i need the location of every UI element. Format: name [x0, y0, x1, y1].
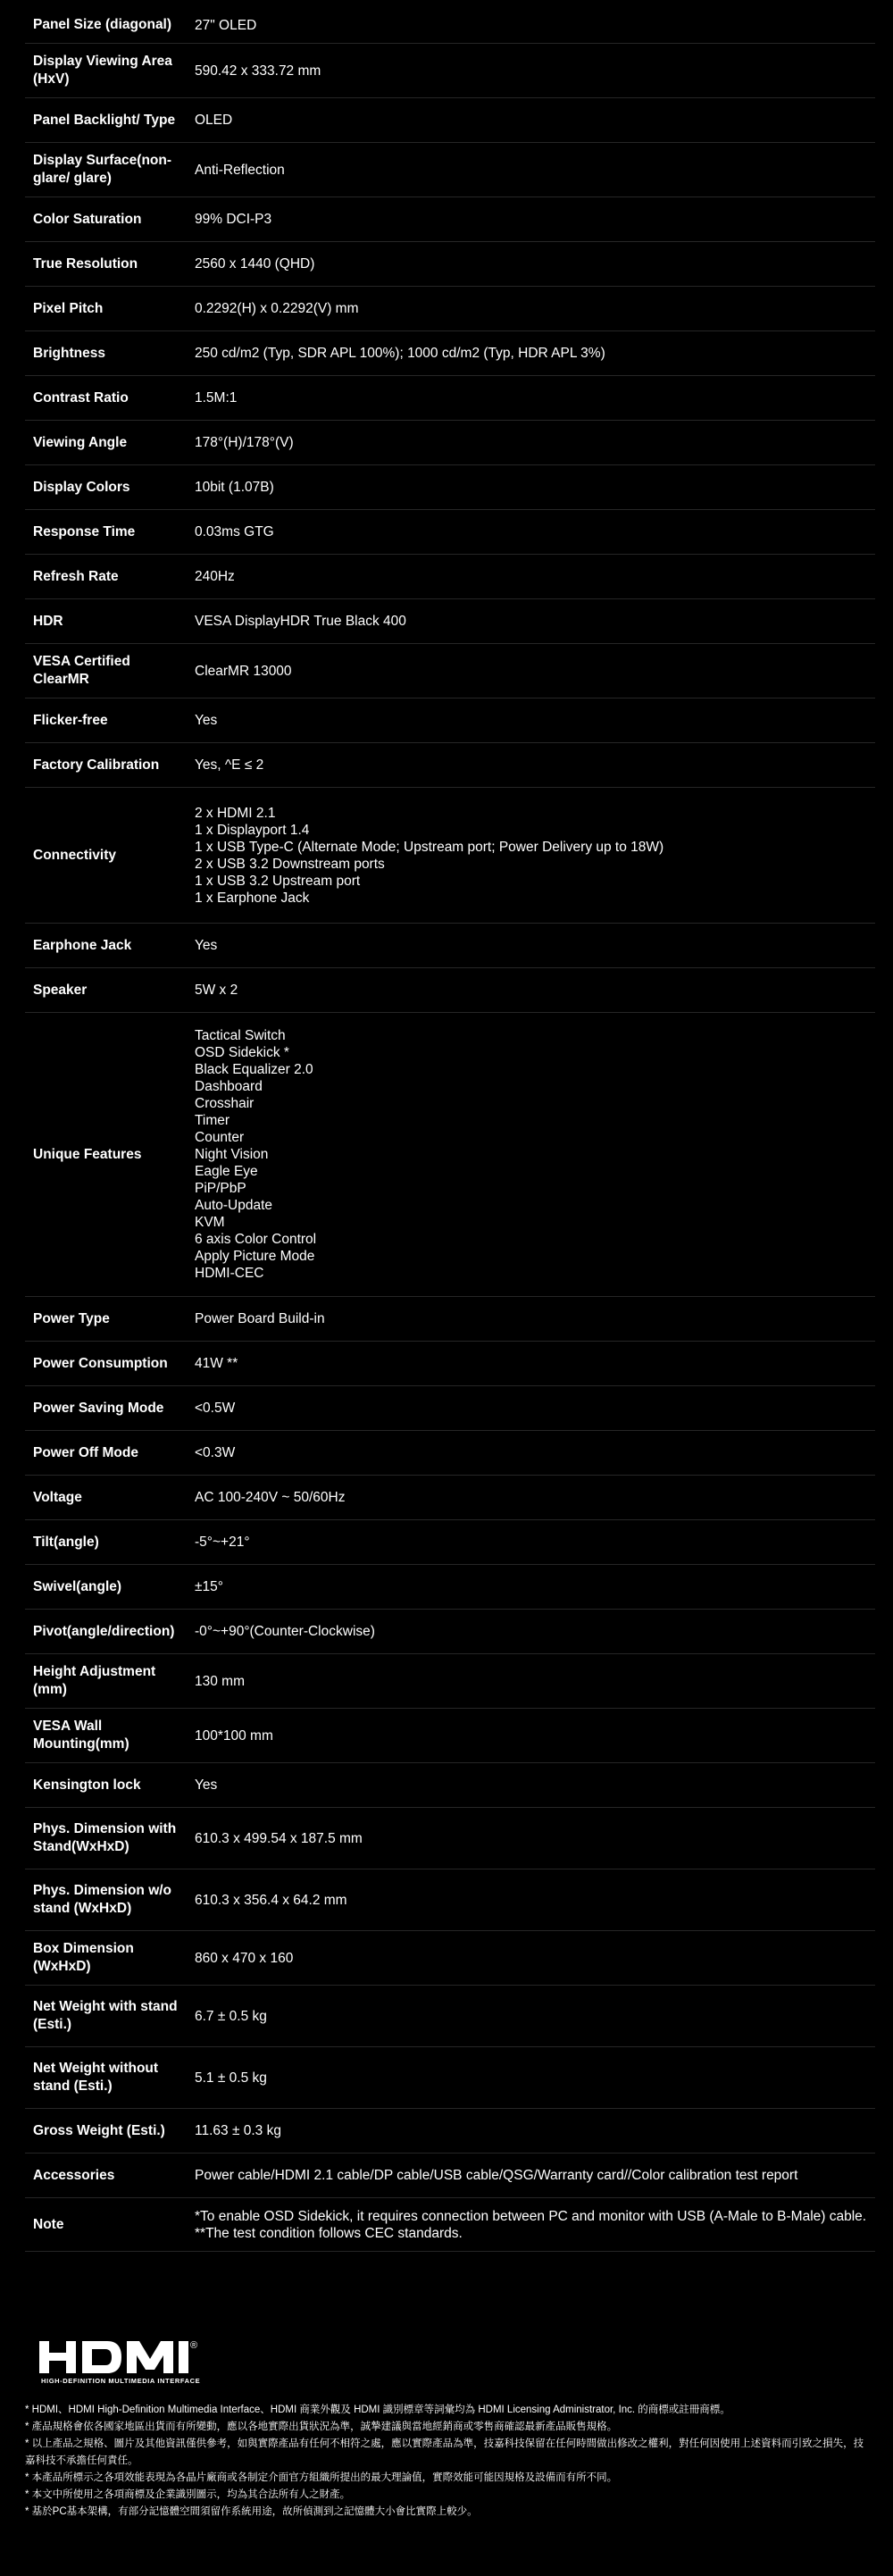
spec-value — [195, 2070, 875, 2087]
footnotes — [25, 2402, 873, 2521]
spec-value — [195, 389, 875, 406]
spec-row — [25, 44, 875, 98]
spec-value-line: 2560 x 1440 (QHD) — [195, 256, 315, 272]
spec-value-line: -5°~+21° — [195, 1535, 250, 1550]
spec-row — [25, 788, 875, 924]
spec-row — [25, 1610, 875, 1654]
spec-row — [25, 644, 875, 698]
spec-label: Gross Weight (Esti.) — [33, 2122, 165, 2138]
spec-row — [25, 1931, 875, 1986]
spec-value-line: VESA DisplayHDR True Black 400 — [195, 614, 406, 629]
spec-value — [195, 1534, 875, 1551]
spec-value — [195, 1400, 875, 1417]
spec-row — [25, 1986, 875, 2047]
spec-row — [25, 698, 875, 743]
spec-value-line: 10bit (1.07B) — [195, 480, 274, 495]
spec-value-line: Auto-Update — [195, 1198, 273, 1213]
spec-value-line: Dashboard — [195, 1079, 263, 1094]
spec-value-line: 610.3 x 499.54 x 187.5 mm — [195, 1830, 363, 1846]
spec-value-line: 1 x Earphone Jack — [195, 890, 310, 906]
spec-value-line: Eagle Eye — [195, 1164, 258, 1179]
spec-value-line: KVM — [195, 1215, 225, 1230]
spec-value-line: ClearMR 13000 — [195, 663, 292, 679]
spec-label: Swivel(angle) — [33, 1578, 122, 1594]
spec-value-line: HDMI-CEC — [195, 1266, 264, 1281]
spec-value-line: 5W x 2 — [195, 983, 238, 998]
spec-label: Factory Calibration — [33, 757, 160, 773]
spec-value — [195, 1623, 875, 1640]
spec-value-line: 590.42 x 333.72 mm — [195, 63, 321, 79]
hdmi-logo-icon — [38, 2336, 225, 2377]
spec-value-line: 1 x USB 3.2 Upstream port — [195, 873, 361, 889]
spec-row — [25, 1386, 875, 1431]
spec-value-line: Timer — [195, 1113, 230, 1128]
spec-value-line: Yes — [195, 1777, 218, 1793]
spec-row — [25, 421, 875, 465]
spec-row — [25, 7, 875, 44]
spec-value-line: 100*100 mm — [195, 1727, 273, 1744]
spec-value — [195, 1727, 875, 1744]
spec-value-line: 250 cd/m2 (Typ, SDR APL 100%); 1000 cd/m2 (Typ, HDR APL 3%) — [195, 346, 605, 361]
spec-value-line: Crosshair — [195, 1096, 255, 1111]
hdmi-logo — [38, 2336, 225, 2389]
spec-row — [25, 1431, 875, 1476]
spec-row — [25, 197, 875, 242]
spec-value — [195, 805, 875, 907]
spec-row — [25, 968, 875, 1013]
spec-label: Net Weight without stand (Esti.) — [33, 2061, 159, 2094]
spec-label: Tilt(angle) — [33, 1534, 99, 1550]
spec-value — [195, 211, 875, 228]
spec-value-line: 1 x USB Type-C (Alternate Mode; Upstream port; Power Delivery up to 18W) — [195, 839, 664, 855]
spec-table — [25, 7, 875, 2252]
spec-value-line: 2 x USB 3.2 Downstream ports — [195, 856, 385, 872]
spec-label: Voltage — [33, 1489, 82, 1505]
spec-value — [195, 1830, 875, 1847]
footnote: * 產品規格會依各國家地區出貨而有所變動，應以各地實際出貨狀況為準，誠摯建議與當地經銷商或零售商確認最新產品販售規格。 — [25, 2421, 618, 2432]
spec-value-line: 0.03ms GTG — [195, 524, 274, 539]
spec-value-line: 178°(H)/178°(V) — [195, 435, 294, 450]
spec-label: Viewing Angle — [33, 434, 128, 450]
footnote: * 本產品所標示之各項效能表現為各晶片廠商或各制定介面官方組織所提出的最大理論值，實際效能可能因規格及設備而有所不同。 — [25, 2472, 618, 2483]
spec-value-line: Yes, ^E ≤ 2 — [195, 757, 264, 773]
spec-value-line: 11.63 ± 0.3 kg — [195, 2123, 281, 2138]
spec-row — [25, 376, 875, 421]
spec-row — [25, 510, 875, 555]
spec-value-line: OSD Sidekick * — [195, 1045, 289, 1060]
spec-label: Brightness — [33, 345, 105, 361]
spec-value — [195, 1310, 875, 1327]
spec-value-line: 1.5M:1 — [195, 390, 238, 406]
spec-value — [195, 255, 875, 272]
spec-label: VESA Wall Mounting(mm) — [33, 1719, 129, 1752]
spec-value — [195, 17, 875, 34]
spec-value — [195, 712, 875, 729]
spec-row — [25, 98, 875, 143]
footnote: * 本文中所使用之各項商標及企業識別圖示，均為其合法所有人之財產。 — [25, 2489, 351, 2500]
spec-value-line: 5.1 ± 0.5 kg — [195, 2070, 267, 2086]
spec-row — [25, 465, 875, 510]
spec-value-line: Tactical Switch — [195, 1028, 286, 1043]
spec-row — [25, 1654, 875, 1709]
spec-value — [195, 112, 875, 129]
spec-value-line: -0°~+90°(Counter-Clockwise) — [195, 1624, 375, 1639]
spec-label: Kensington lock — [33, 1777, 141, 1793]
spec-value-line: AC 100-240V ~ 50/60Hz — [195, 1490, 346, 1505]
spec-value-line: 41W ** — [195, 1356, 238, 1371]
spec-value — [195, 1892, 875, 1909]
spec-label: Panel Backlight/ Type — [33, 112, 176, 128]
spec-value-line: OLED — [195, 113, 233, 128]
spec-label: Connectivity — [33, 847, 117, 863]
spec-row — [25, 1709, 875, 1763]
spec-label: True Resolution — [33, 255, 138, 272]
spec-row — [25, 555, 875, 599]
spec-value — [195, 300, 875, 317]
spec-row — [25, 287, 875, 331]
spec-row — [25, 2047, 875, 2109]
spec-label: Power Consumption — [33, 1355, 168, 1371]
spec-label: HDR — [33, 613, 63, 629]
spec-row — [25, 143, 875, 197]
spec-row — [25, 1869, 875, 1931]
spec-label: Power Type — [33, 1310, 110, 1326]
spec-row — [25, 1342, 875, 1386]
spec-value-line: Counter — [195, 1130, 245, 1145]
spec-label: Unique Features — [33, 1146, 142, 1162]
spec-row — [25, 331, 875, 376]
spec-label: Display Colors — [33, 479, 130, 495]
spec-value — [195, 1027, 875, 1282]
spec-row — [25, 924, 875, 968]
spec-value — [195, 1578, 875, 1595]
spec-label: Height Adjustment (mm) — [33, 1664, 156, 1697]
spec-value-line: 6.7 ± 0.5 kg — [195, 2008, 267, 2024]
spec-label: Power Saving Mode — [33, 1400, 164, 1416]
spec-label: Panel Size (diagonal) — [33, 17, 172, 32]
spec-value — [195, 663, 875, 680]
spec-value — [195, 63, 875, 79]
spec-row — [25, 599, 875, 644]
spec-label: Response Time — [33, 523, 136, 539]
spec-value-line: Yes — [195, 713, 218, 728]
spec-value-line: PiP/PbP — [195, 1181, 246, 1196]
footnote: * HDMI、HDMI High-Definition Multimedia Interface、HDMI 商業外觀及 HDMI 識別標章等詞彙均為 HDMI Licensing Administrator, Inc. 的商標或註冊商標。 — [25, 2405, 730, 2415]
spec-value — [195, 1355, 875, 1372]
spec-value — [195, 1950, 875, 1967]
spec-label: Contrast Ratio — [33, 389, 129, 406]
spec-row — [25, 1520, 875, 1565]
spec-value-line: <0.3W — [195, 1445, 236, 1460]
spec-label: Color Saturation — [33, 211, 142, 227]
spec-label: Box Dimension (WxHxD) — [33, 1941, 134, 1974]
spec-label: Net Weight with stand (Esti.) — [33, 1999, 178, 2032]
spec-value — [195, 1673, 875, 1690]
spec-value-line: Night Vision — [195, 1147, 269, 1162]
spec-label: Display Surface(non-glare/ glare) — [33, 153, 172, 186]
spec-row — [25, 2154, 875, 2198]
spec-value — [195, 1777, 875, 1794]
spec-value-line: 27" OLED — [195, 17, 257, 33]
spec-row — [25, 1476, 875, 1520]
spec-value — [195, 2208, 875, 2242]
spec-value — [195, 1489, 875, 1506]
spec-value — [195, 345, 875, 362]
spec-row — [25, 1808, 875, 1869]
spec-value-line: <0.5W — [195, 1401, 236, 1416]
spec-label: Refresh Rate — [33, 568, 119, 584]
spec-value — [195, 2167, 875, 2184]
spec-value-line: 130 mm — [195, 1673, 245, 1689]
spec-value-line: 6 axis Color Control — [195, 1232, 317, 1247]
spec-row — [25, 1297, 875, 1342]
spec-row — [25, 1013, 875, 1297]
spec-row — [25, 1565, 875, 1610]
spec-value-line: 1 x Displayport 1.4 — [195, 822, 310, 838]
spec-value-line: 240Hz — [195, 569, 235, 584]
footnote: * 基於PC基本架構，有部分記憶體空間須留作系統用途，故所偵測到之記憶體大小會比實際上較少。 — [25, 2506, 478, 2517]
spec-value-line: 860 x 470 x 160 — [195, 1950, 294, 1966]
hdmi-logo-tagline: HIGH-DEFINITION MULTIMEDIA INTERFACE — [41, 2377, 201, 2385]
spec-value — [195, 568, 875, 585]
spec-value-line: 0.2292(H) x 0.2292(V) mm — [195, 301, 359, 316]
spec-value-line: Power cable/HDMI 2.1 cable/DP cable/USB cable/QSG/Warranty card//Color calibration test report — [195, 2168, 798, 2183]
spec-label: Phys. Dimension w/o stand (WxHxD) — [33, 1883, 172, 1916]
spec-value — [195, 162, 875, 179]
spec-value-line: Anti-Reflection — [195, 162, 285, 178]
spec-value-line: Apply Picture Mode — [195, 1249, 315, 1264]
spec-value-line: **The test condition follows CEC standards. — [195, 2225, 463, 2241]
spec-value — [195, 479, 875, 496]
spec-value-line: 99% DCI-P3 — [195, 212, 272, 227]
spec-row — [25, 743, 875, 788]
spec-value — [195, 2008, 875, 2025]
spec-value-line: Black Equalizer 2.0 — [195, 1062, 313, 1077]
spec-row — [25, 2198, 875, 2252]
spec-value — [195, 982, 875, 999]
spec-row — [25, 1763, 875, 1808]
spec-label: Power Off Mode — [33, 1444, 138, 1460]
spec-value-line: 610.3 x 356.4 x 64.2 mm — [195, 1892, 347, 1908]
spec-value-line: Yes — [195, 938, 218, 953]
spec-label: Speaker — [33, 982, 88, 998]
registered-mark: ® — [190, 2340, 198, 2351]
spec-value — [195, 2122, 875, 2139]
spec-label: Flicker-free — [33, 712, 108, 728]
spec-value — [195, 937, 875, 954]
spec-value — [195, 523, 875, 540]
spec-label: Note — [33, 2216, 64, 2232]
spec-label: VESA Certified ClearMR — [33, 654, 130, 687]
spec-row — [25, 242, 875, 287]
spec-label: Earphone Jack — [33, 937, 132, 953]
spec-value — [195, 434, 875, 451]
footnote: * 以上產品之規格、圖片及其他資訊僅供參考，如與實際產品有任何不相符之處，應以實際產品為準，技嘉科技保留在任何時間做出修改之權利，對任何因使用上述資料而引致之損失，技嘉科技不承擔任何責任。 — [25, 2438, 864, 2466]
spec-value — [195, 1444, 875, 1461]
spec-value — [195, 613, 875, 630]
spec-label: Pixel Pitch — [33, 300, 104, 316]
spec-label: Pivot(angle/direction) — [33, 1623, 175, 1639]
spec-value-line: ±15° — [195, 1579, 223, 1594]
spec-value-line: 2 x HDMI 2.1 — [195, 805, 276, 821]
spec-label: Accessories — [33, 2167, 115, 2183]
spec-label: Display Viewing Area (HxV) — [33, 54, 172, 87]
spec-value-line: *To enable OSD Sidekick, it requires connection between PC and monitor with USB (A-Male to B-Male) cable. — [195, 2208, 867, 2224]
spec-label: Phys. Dimension with Stand(WxHxD) — [33, 1821, 177, 1854]
spec-value-line: Power Board Build-in — [195, 1311, 325, 1326]
spec-value — [195, 757, 875, 774]
spec-row — [25, 2109, 875, 2154]
